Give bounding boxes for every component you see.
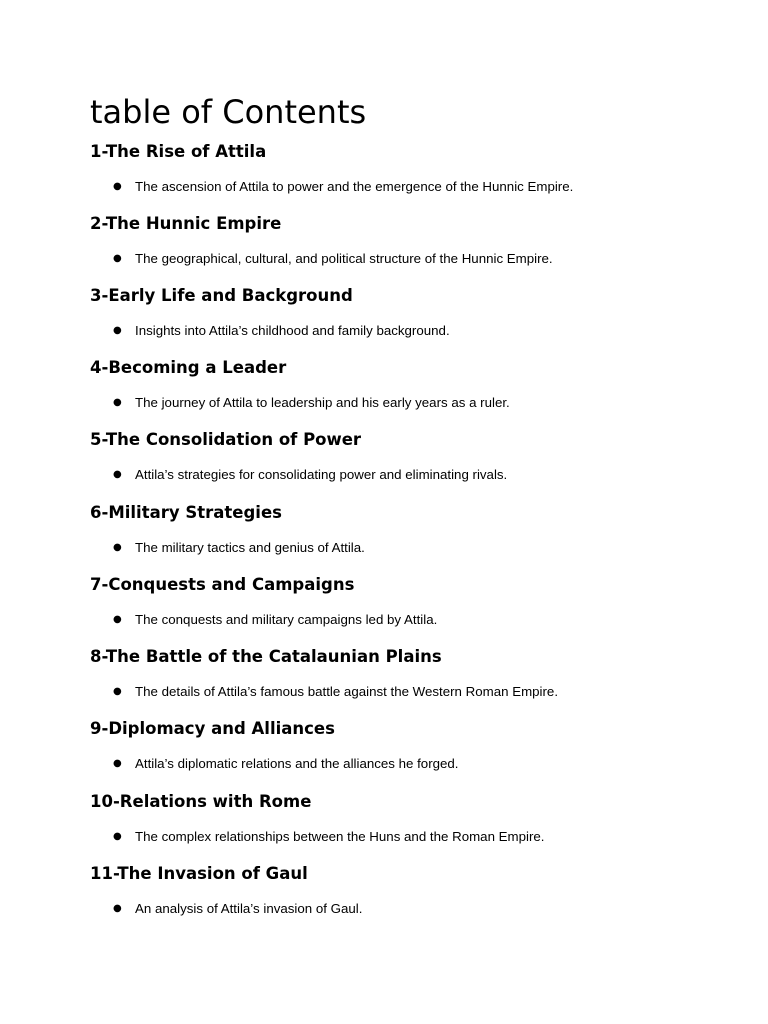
section-bullet-list <box>90 683 730 701</box>
section-description: Attila’s diplomatic relations and the alliances he forged. <box>135 756 459 771</box>
list-item <box>90 322 730 340</box>
toc-section-11 <box>90 863 730 916</box>
bullet-icon: ● <box>113 325 122 336</box>
list-item <box>90 611 730 629</box>
list-item <box>90 466 730 484</box>
section-heading: 11-The Invasion of Gaul <box>90 864 308 883</box>
section-heading: 7-Conquests and Campaigns <box>90 575 355 594</box>
section-heading: 4-Becoming a Leader <box>90 358 287 377</box>
section-bullet-list <box>90 250 730 268</box>
toc-section-9 <box>90 718 730 771</box>
section-description: The military tactics and genius of Attila. <box>135 540 365 555</box>
bullet-icon: ● <box>113 469 122 480</box>
bullet-icon: ● <box>113 831 122 842</box>
section-bullet-list <box>90 755 730 773</box>
toc-section-8 <box>90 646 730 699</box>
toc-section-2 <box>90 213 730 266</box>
section-bullet-list <box>90 828 730 846</box>
list-item <box>90 683 730 701</box>
section-bullet-list <box>90 611 730 629</box>
section-description: The journey of Attila to leadership and his early years as a ruler. <box>135 395 510 410</box>
section-bullet-list <box>90 900 730 918</box>
bullet-icon: ● <box>113 686 122 697</box>
toc-section-4 <box>90 357 730 410</box>
bullet-icon: ● <box>113 542 122 553</box>
list-item <box>90 539 730 557</box>
list-item <box>90 828 730 846</box>
list-item <box>90 250 730 268</box>
toc-section-5 <box>90 429 730 482</box>
list-item <box>90 178 730 196</box>
toc-section-6 <box>90 502 730 555</box>
toc-section-10 <box>90 791 730 844</box>
toc-section-3 <box>90 285 730 338</box>
section-heading: 6-Military Strategies <box>90 503 282 522</box>
list-item <box>90 900 730 918</box>
section-bullet-list <box>90 178 730 196</box>
bullet-icon: ● <box>113 614 122 625</box>
section-heading: 9-Diplomacy and Alliances <box>90 719 335 738</box>
section-description: Insights into Attila’s childhood and family background. <box>135 323 450 338</box>
list-item <box>90 755 730 773</box>
bullet-icon: ● <box>113 397 122 408</box>
bullet-icon: ● <box>113 758 122 769</box>
list-item <box>90 394 730 412</box>
section-bullet-list <box>90 394 730 412</box>
section-bullet-list <box>90 466 730 484</box>
section-description: The geographical, cultural, and political structure of the Hunnic Empire. <box>135 251 553 266</box>
section-description: An analysis of Attila’s invasion of Gaul. <box>135 901 363 916</box>
bullet-icon: ● <box>113 903 122 914</box>
section-bullet-list <box>90 539 730 557</box>
section-heading: 8-The Battle of the Catalaunian Plains <box>90 647 442 666</box>
section-heading: 3-Early Life and Background <box>90 286 353 305</box>
bullet-icon: ● <box>113 181 122 192</box>
bullet-icon: ● <box>113 253 122 264</box>
page-title: table of Contents <box>90 93 367 131</box>
section-description: The conquests and military campaigns led by Attila. <box>135 612 438 627</box>
section-description: The complex relationships between the Huns and the Roman Empire. <box>135 829 545 844</box>
toc-section-1 <box>90 141 730 194</box>
toc-section-7 <box>90 574 730 627</box>
section-bullet-list <box>90 322 730 340</box>
section-description: Attila’s strategies for consolidating power and eliminating rivals. <box>135 467 508 482</box>
section-heading: 10-Relations with Rome <box>90 792 312 811</box>
section-heading: 1-The Rise of Attila <box>90 142 267 161</box>
section-description: The ascension of Attila to power and the emergence of the Hunnic Empire. <box>135 179 574 194</box>
section-description: The details of Attila’s famous battle against the Western Roman Empire. <box>135 684 559 699</box>
section-heading: 5-The Consolidation of Power <box>90 430 362 449</box>
section-heading: 2-The Hunnic Empire <box>90 214 282 233</box>
